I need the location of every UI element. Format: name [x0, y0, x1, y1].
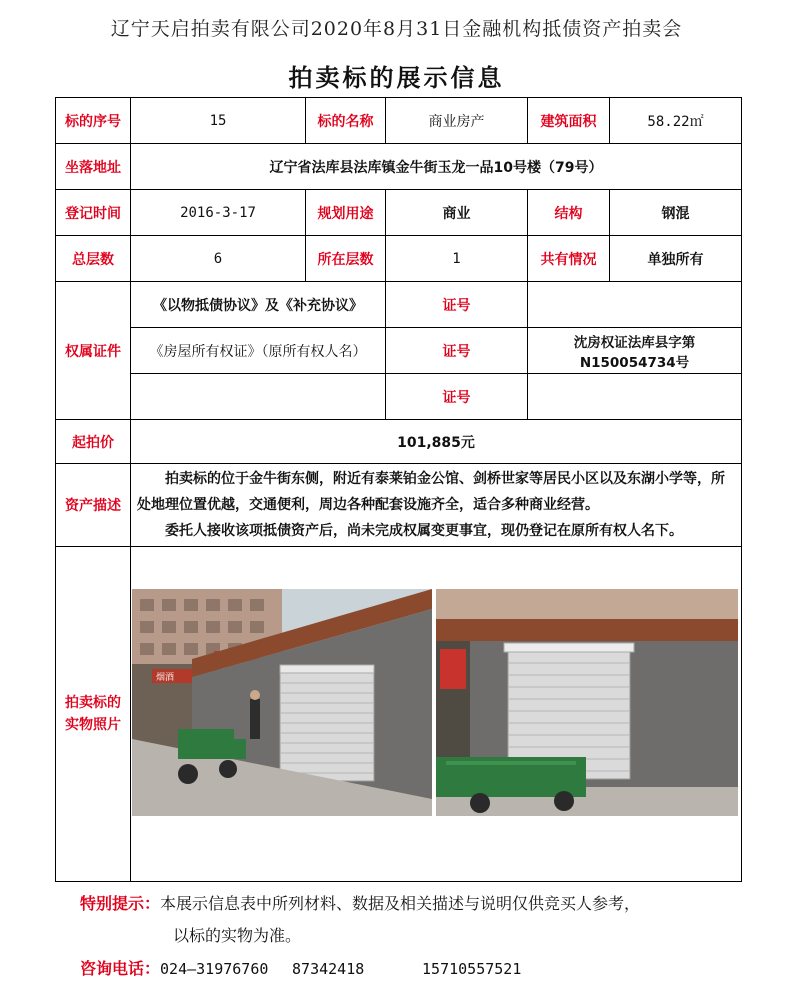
- special-notice-line-1: 本展示信息表中所列材料、数据及相关描述与说明仅供竞买人参考，: [160, 894, 641, 913]
- photos-label-line-1: 拍卖标的: [65, 695, 121, 711]
- start-price-value: 101,885元: [131, 420, 742, 464]
- asset-description-text: [131, 464, 742, 547]
- total-floors-value: 6: [131, 236, 306, 282]
- storefront-photo-1-image: [132, 589, 432, 816]
- table-row: [56, 282, 742, 328]
- special-notice-label: 特别提示：: [80, 894, 161, 913]
- photos-cell: [131, 547, 742, 882]
- photos-label-line-2: 实物照片: [65, 717, 121, 733]
- shop-sign-2: 烟酒: [156, 673, 175, 683]
- cert-number-label-2: 证号: [386, 328, 528, 374]
- special-notice-line-2: 以标的实物为准。: [173, 926, 302, 945]
- property-photo-2: [436, 589, 738, 816]
- located-floor-label: 所在层数: [306, 236, 386, 282]
- table-row: [56, 420, 742, 464]
- contact-phone-label: 咨询电话：: [80, 959, 161, 978]
- registration-date-label: 登记时间: [56, 190, 131, 236]
- located-floor-value: 1: [386, 236, 528, 282]
- co-ownership-value: 单独所有: [610, 236, 742, 282]
- start-price-label: 起拍价: [56, 420, 131, 464]
- asset-description-paragraph-1: 拍卖标的位于金牛街东侧，附近有泰莱铂金公馆、剑桥世家等居民小区以及东湖小学等，所处地理位置优越，交通便利，周边各种配套设施齐全，适合多种商业经营。: [137, 471, 725, 513]
- address-value: 辽宁省法库县法库镇金牛街玉龙一品10号楼（79号）: [131, 144, 742, 190]
- table-row: [56, 190, 742, 236]
- lot-name-label: 标的名称: [306, 98, 386, 144]
- table-row: [56, 464, 742, 547]
- table-row: [56, 98, 742, 144]
- floor-area-label: 建筑面积: [528, 98, 610, 144]
- cert-number-value-3: [528, 374, 742, 420]
- cert-number-label-3: 证号: [386, 374, 528, 420]
- planned-use-label: 规划用途: [306, 190, 386, 236]
- cert-number-label-1: 证号: [386, 282, 528, 328]
- table-row: [56, 547, 742, 882]
- ownership-doc-1: 《以物抵债协议》及《补充协议》: [131, 282, 386, 328]
- contact-phone-3: 15710557521: [422, 960, 522, 978]
- registration-date-value: 2016-3-17: [131, 190, 306, 236]
- table-row: [56, 236, 742, 282]
- co-ownership-label: 共有情况: [528, 236, 610, 282]
- table-row: [56, 328, 742, 374]
- photos-label: [56, 547, 131, 882]
- table-row: [56, 144, 742, 190]
- cert-number-value-1: [528, 282, 742, 328]
- table-row: [56, 374, 742, 420]
- planned-use-value: 商业: [386, 190, 528, 236]
- contact-phone: [80, 956, 521, 979]
- ownership-doc-2: 《房屋所有权证》（原所有权人名）: [131, 328, 386, 374]
- address-label: 坐落地址: [56, 144, 131, 190]
- property-photo-1: [132, 589, 432, 816]
- ownership-docs-label: 权属证件: [56, 282, 131, 420]
- lot-number-label: 标的序号: [56, 98, 131, 144]
- page-header-title: 辽宁天启拍卖有限公司2020年8月31日金融机构抵债资产拍卖会: [110, 18, 683, 40]
- storefront-photo-2-image: [436, 589, 738, 816]
- special-notice: [80, 889, 640, 918]
- lot-name-value: 商业房产: [386, 98, 528, 144]
- page-subtitle: 拍卖标的展示信息: [288, 63, 505, 92]
- asset-description-label: 资产描述: [56, 464, 131, 547]
- ownership-doc-3: [131, 374, 386, 420]
- asset-description-paragraph-2: 委托人接收该项抵债资产后，尚未完成权属变更事宜，现仍登记在原所有权人名下。: [165, 523, 683, 539]
- contact-phone-2: 87342418: [292, 960, 365, 978]
- lot-number-value: 15: [131, 98, 306, 144]
- floor-area-value: 58.22㎡: [610, 98, 742, 144]
- cert-number-value-2: 沈房权证法库县字第N150054734号: [528, 328, 742, 374]
- contact-phone-1: 024—31976760: [160, 960, 269, 978]
- structure-label: 结构: [528, 190, 610, 236]
- structure-value: 钢混: [610, 190, 742, 236]
- total-floors-label: 总层数: [56, 236, 131, 282]
- info-table: [55, 97, 742, 882]
